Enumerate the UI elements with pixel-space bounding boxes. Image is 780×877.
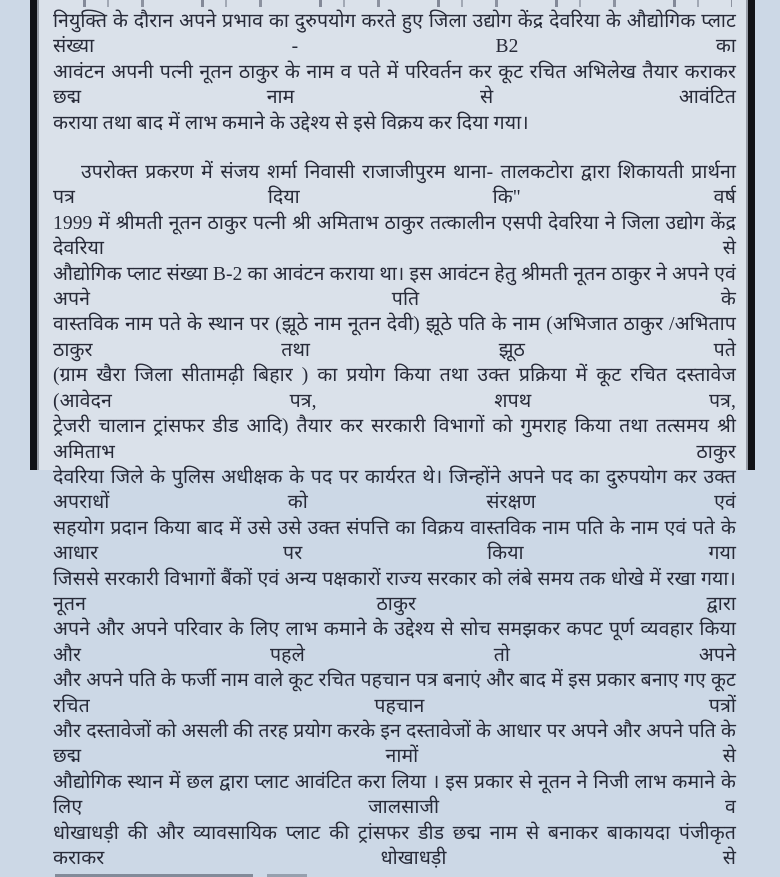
- text-line: कराया तथा बाद में लाभ कमाने के उद्देश्य से इसे विक्रय कर दिया गया।: [53, 112, 529, 134]
- text-line: अपने और अपने परिवार के लिए लाभ कमाने के उद्देश्य से सोच समझकर कपट पूर्ण व्यवहार किया और पहले तो अपने: [53, 619, 736, 666]
- text-line: देवरिया जिले के पुलिस अधीक्षक के पद पर कार्यरत थे। जिन्होंने अपने पद का दुरुपयोग कर उक्त अपराधों को संरक्षण एवं: [53, 466, 736, 514]
- paragraph-complaint-details: [53, 160, 736, 871]
- text-line: धोखाधड़ी की और व्यावसायिक प्लाट की ट्रांसफर डीड छद्म नाम से बनाकर बाकायदा पंजीकृत कराकर धोखाधड़ी से: [53, 822, 736, 869]
- document-text-block: [39, 0, 746, 869]
- text-line: (ग्राम खैरा जिला सीतामढ़ी बिहार ) का प्रयोग किया तथा उक्त प्रक्रिया में कूट रचित दस्तावेज (आवेदन पत्र, शपथ पत्र,: [53, 365, 736, 412]
- text-line: जिससे सरकारी विभागों बैंकों एवं अन्य पक्षकारों राज्य सरकार को लंबे समय तक धोखे में रखा गया। नूतन ठाकुर द्वारा: [53, 568, 736, 615]
- text-line: आवंटन अपनी पत्नी नूतन ठाकुर के नाम व पते में परिवर्तन कर कूट रचित अभिलेख तैयार कराकर छद्म नाम से आवंटित: [53, 61, 736, 109]
- text-line: औद्योगिक प्लाट संख्या B-2 का आवंटन कराया था। इस आवंटन हेतु श्रीमती नूतन ठाकुर ने अपने एवं अपने पति के: [53, 263, 736, 311]
- document-page-frame: [30, 0, 755, 869]
- cropped-text-line-top-edge: [55, 0, 732, 7]
- text-line: ट्रेजरी चालान ट्रांसफर डीड आदि) तैयार कर सरकारी विभागों को गुमराह किया तथा तत्समय श्री अमिताभ ठाकुर: [53, 416, 736, 463]
- paragraph-allotment-summary: [53, 9, 736, 136]
- text-line: और दस्तावेजों को असली की तरह प्रयोग करके इन दस्तावेजों के आधार पर अपने और अपने पति के छद्म नामों से: [53, 720, 736, 768]
- text-line: वास्तविक नाम पते के स्थान पर (झूठे नाम नूतन देवी) झूठे पति के नाम (अभिजात ठाकुर /अभिताप ठाकुर तथा झूठ पते: [53, 314, 736, 361]
- text-line: उपरोक्त प्रकरण में संजय शर्मा निवासी राजाजीपुरम थाना- तालकटोरा द्वारा शिकायती प्रार्थना पत्र दिया कि" वर्ष: [53, 162, 736, 209]
- text-line: औद्योगिक स्थान में छल द्वारा प्लाट आवंटित करा लिया । इस प्रकार से नूतन ने निजी लाभ कमाने के लिए जालसाजी व: [53, 771, 736, 819]
- text-line: नियुक्ति के दौरान अपने प्रभाव का दुरुपयोग करते हुए जिला उद्योग केंद्र देवरिया के औद्योगिक प्लाट संख्या - B2 का: [53, 11, 736, 58]
- text-line: सहयोग प्रदान किया बाद में उसे उसे उक्त संपत्ति का विक्रय वास्तविक नाम पति के नाम एवं पते के आधार पर किया गया: [53, 517, 736, 565]
- text-line: और अपने पति के फर्जी नाम वाले कूट रचित पहचान पत्र बनाएं और बाद में इस प्रकार बनाए गए कूट रचित पहचान पत्रों: [53, 670, 736, 717]
- text-line: 1999 में श्रीमती नूतन ठाकुर पत्नी श्री अमिताभ ठाकुर तत्कालीन एसपी देवरिया ने जिला उद्योग केंद्र देवरिया से: [53, 212, 736, 260]
